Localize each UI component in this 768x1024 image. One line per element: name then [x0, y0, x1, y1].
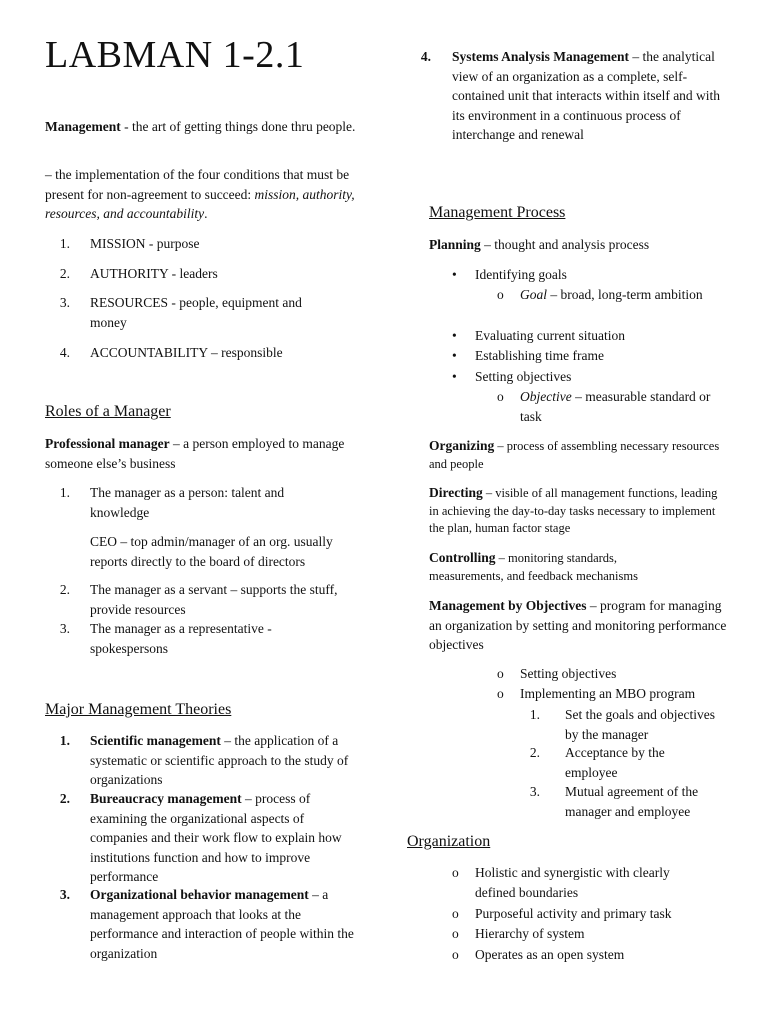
- roles-heading: Roles of a Manager: [45, 403, 171, 420]
- document-page: LABMAN 1-2.1 Management - the art of getting things done thru people. – the implementation of the four conditions that must be present for non-agreement to succeed: mission, authority, resources, and accountability. 1. MISSION - purpose 2. AUTHORITY - leaders 3. RESOURCES - people, equipment and money 4. ACCOUNTABILITY – responsible Roles of a Manager Professional manager – a person employed to manage someone else’s business 1. The manager as a person: talent and knowledge CEO – top admin/manager of an org. usually reports directly to the board of directors 2. The manager as a servant – supports the stuff, provide resources 3. The manager as a representative - spokespersons Major Management Theories 1. Scientific management – the application of a systematic or scientific approach to the study of organizations 2. Bureaucracy management – process of examining the organizational aspects of companies and their work flow to explain how institutions function and how to improve performance 3. Organizational behavior management – a management approach that looks at the performance and interaction of people within the organization 4. Systems Analysis Management – the analytical view of an organization as a complete, self-contained unit that interacts within itself and with its environment in a continuous process of interchange and renewal Management Process Planning – thought and analysis process • Identifying goals o Goal – broad, long-term ambition • Evaluating current situation • Establishing time frame • Setting objectives o Objective – measurable standard or task Organizing – process of assembling necessary resources and people Directing – visible of all management functions, leading in achieving the day-to-day tasks necessary to implement the plan, human factor stage Controlling – monitoring standards, measurements, and feedback mechanisms Management by Objectives – program for managing an organization by setting and monitoring performance objectives o Setting objectives o Implementing an MBO program 1. Set the goals and objectives by the manager 2. Acceptance by the employee 3. Mutual agreement of the manager and employee Organization o Holistic and synergistic with clearly defined boundaries o Purposeful activity and primary task o Hierarchy of system o Operates as an open system: [0, 0, 768, 1024]
- controlling-definition: Controlling – monitoring standards, measurements, and feedback mechanisms: [429, 550, 638, 583]
- term-management: Management: [45, 119, 121, 134]
- organizing-definition: Organizing – process of assembling necessary resources and people: [429, 438, 720, 471]
- directing-definition: Directing – visible of all management functions, leading in achieving the day-to-day tasks necessary to implement the plan, human factor stage: [429, 485, 718, 535]
- document-title: LABMAN 1-2.1: [45, 34, 305, 76]
- theories-heading: Major Management Theories: [45, 701, 232, 718]
- mbo-definition: Management by Objectives – program for managing an organization by setting and monitoring performance objectives: [429, 598, 727, 652]
- professional-manager-definition: Professional manager – a person employed to manage someone else’s business: [45, 436, 345, 471]
- management-definition-2: – the implementation of the four conditions that must be present for non-agreement to succeed: mission, authority, resources, and accountability.: [45, 167, 355, 221]
- process-heading: Management Process: [429, 204, 566, 221]
- organization-heading: Organization: [407, 833, 491, 850]
- planning-definition: Planning – thought and analysis process: [429, 237, 650, 252]
- management-definition: Management - the art of getting things done thru people.: [45, 119, 356, 134]
